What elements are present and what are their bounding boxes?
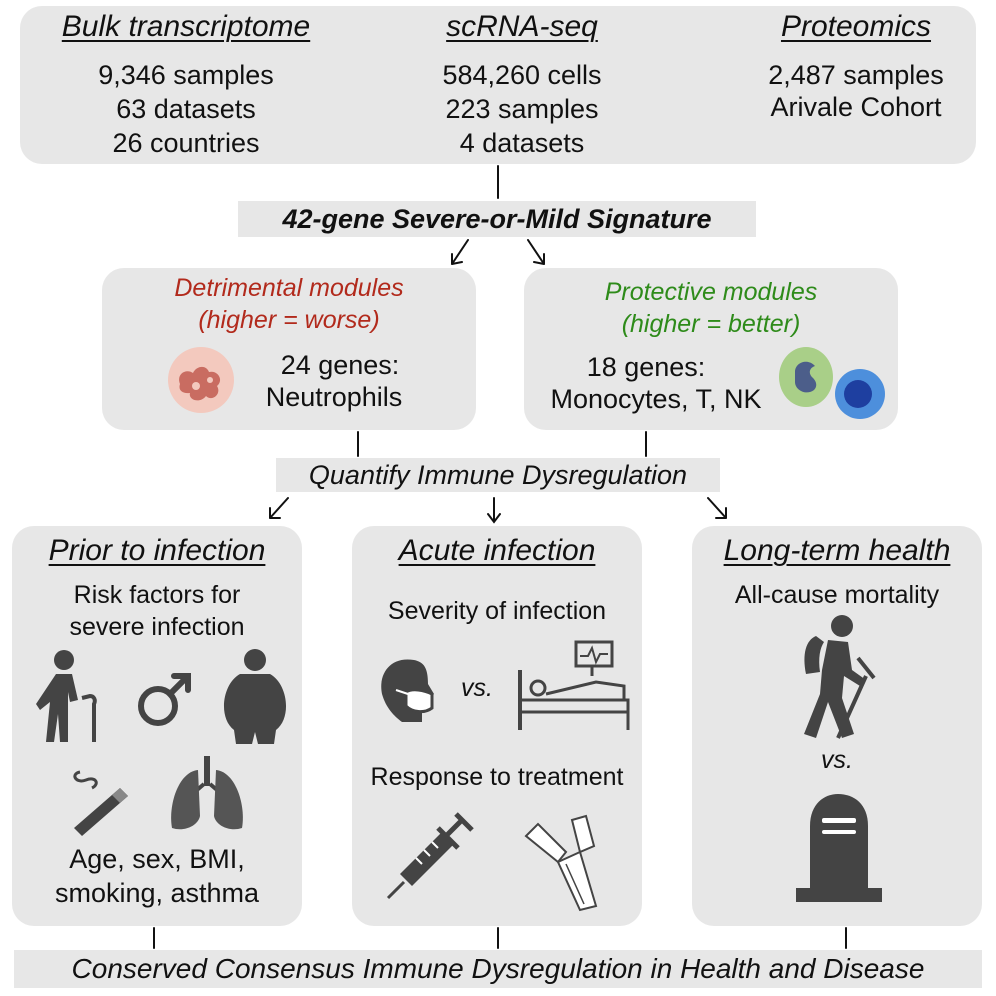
detrimental-genes: 24 genes: <box>280 350 400 380</box>
prior-factors-1: Age, sex, BMI, <box>69 844 245 874</box>
quantify-label: Quantify Immune Dysregulation <box>308 460 688 490</box>
scrna-line-2: 223 samples <box>445 94 599 124</box>
bulk-line-3: 26 countries <box>112 128 260 158</box>
bulk-line-1: 9,346 samples <box>98 60 274 90</box>
proteomics-title: Proteomics <box>780 10 932 43</box>
signature-label: 42-gene Severe-or-Mild Signature <box>282 204 712 234</box>
arrow-to-protective <box>528 240 544 264</box>
footer-label: Conserved Consensus Immune Dysregulation in Health and Disease <box>71 953 925 984</box>
prior-factors-2: smoking, asthma <box>54 878 260 908</box>
prior-subtitle-1: Risk factors for <box>73 581 241 609</box>
detrimental-title: Detrimental modules <box>174 274 404 302</box>
proteomics-line-2: Arivale Cohort <box>770 92 942 122</box>
bulk-line-2: 63 datasets <box>116 94 256 124</box>
prior-subtitle-2: severe infection <box>69 613 245 641</box>
arrow-to-longterm <box>708 498 726 518</box>
protective-cells: Monocytes, T, NK <box>550 384 762 414</box>
acute-vs: vs. <box>461 674 493 702</box>
bulk-transcriptome-title: Bulk transcriptome <box>61 10 311 43</box>
protective-title: Protective modules <box>604 278 818 306</box>
detrimental-subtitle: (higher = worse) <box>198 306 380 334</box>
scrna-line-1: 584,260 cells <box>442 60 602 90</box>
acute-response-label: Response to treatment <box>370 763 624 791</box>
longterm-subtitle: All-cause mortality <box>734 581 940 609</box>
acute-severity-label: Severity of infection <box>387 597 607 625</box>
acute-title: Acute infection <box>398 534 596 567</box>
protective-subtitle: (higher = better) <box>621 310 801 338</box>
arrow-to-detrimental <box>452 240 468 264</box>
longterm-vs: vs. <box>821 746 853 774</box>
prior-title: Prior to infection <box>48 534 266 567</box>
proteomics-line-1: 2,487 samples <box>768 60 944 90</box>
arrow-to-prior <box>270 498 288 518</box>
scrna-seq-title: scRNA-seq <box>446 10 598 43</box>
scrna-line-3: 4 datasets <box>459 128 585 158</box>
longterm-title: Long-term health <box>723 534 951 567</box>
protective-genes: 18 genes: <box>586 352 706 382</box>
detrimental-cells: Neutrophils <box>265 382 403 412</box>
arrow-to-acute <box>488 498 500 522</box>
